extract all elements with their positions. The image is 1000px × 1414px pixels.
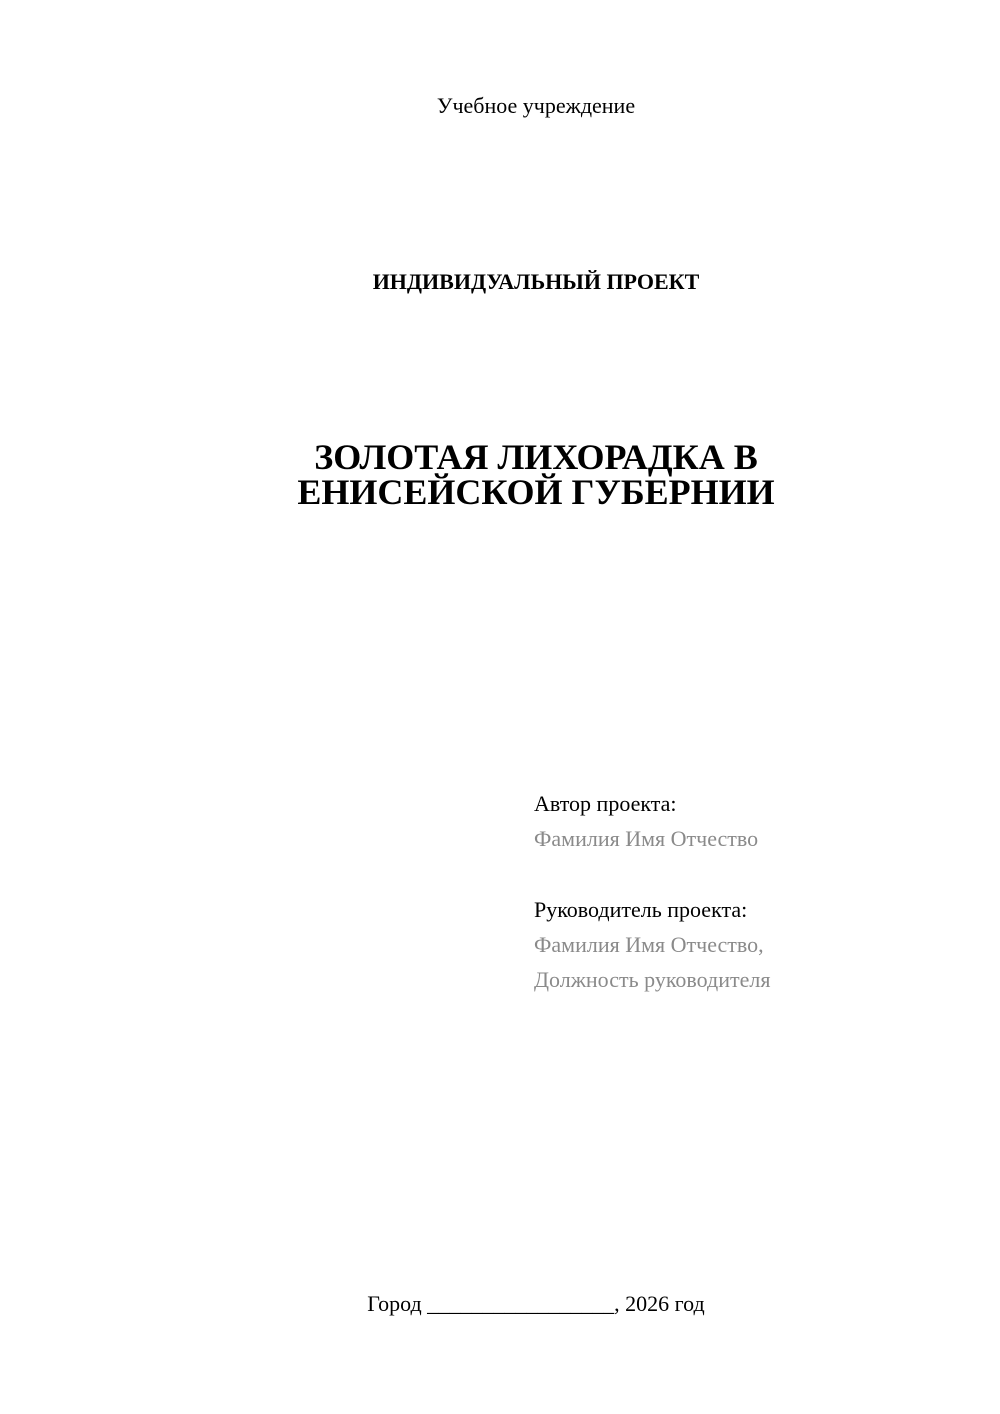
supervisor-name: Фамилия Имя Отчество,	[534, 932, 764, 957]
credits-spacer	[534, 856, 974, 892]
author-name: Фамилия Имя Отчество	[534, 826, 759, 851]
document-type: ИНДИВИДУАЛЬНЫЙ ПРОЕКТ	[372, 269, 700, 294]
author-label: Автор проекта:	[534, 791, 677, 816]
supervisor-position: Должность руководителя	[534, 967, 771, 992]
project-title	[0, 437, 1000, 512]
project-title-line: ЗОЛОТАЯ ЛИХОРАДКА В	[314, 437, 758, 477]
institution-name: Учебное учреждение	[436, 93, 636, 118]
project-title-line: ЕНИСЕЙСКОЙ ГУБЕРНИИ	[297, 472, 775, 512]
supervisor-label: Руководитель проекта:	[534, 897, 748, 922]
city-year-line: Город _________________, 2026 год	[367, 1291, 705, 1316]
credits-block	[534, 786, 974, 997]
